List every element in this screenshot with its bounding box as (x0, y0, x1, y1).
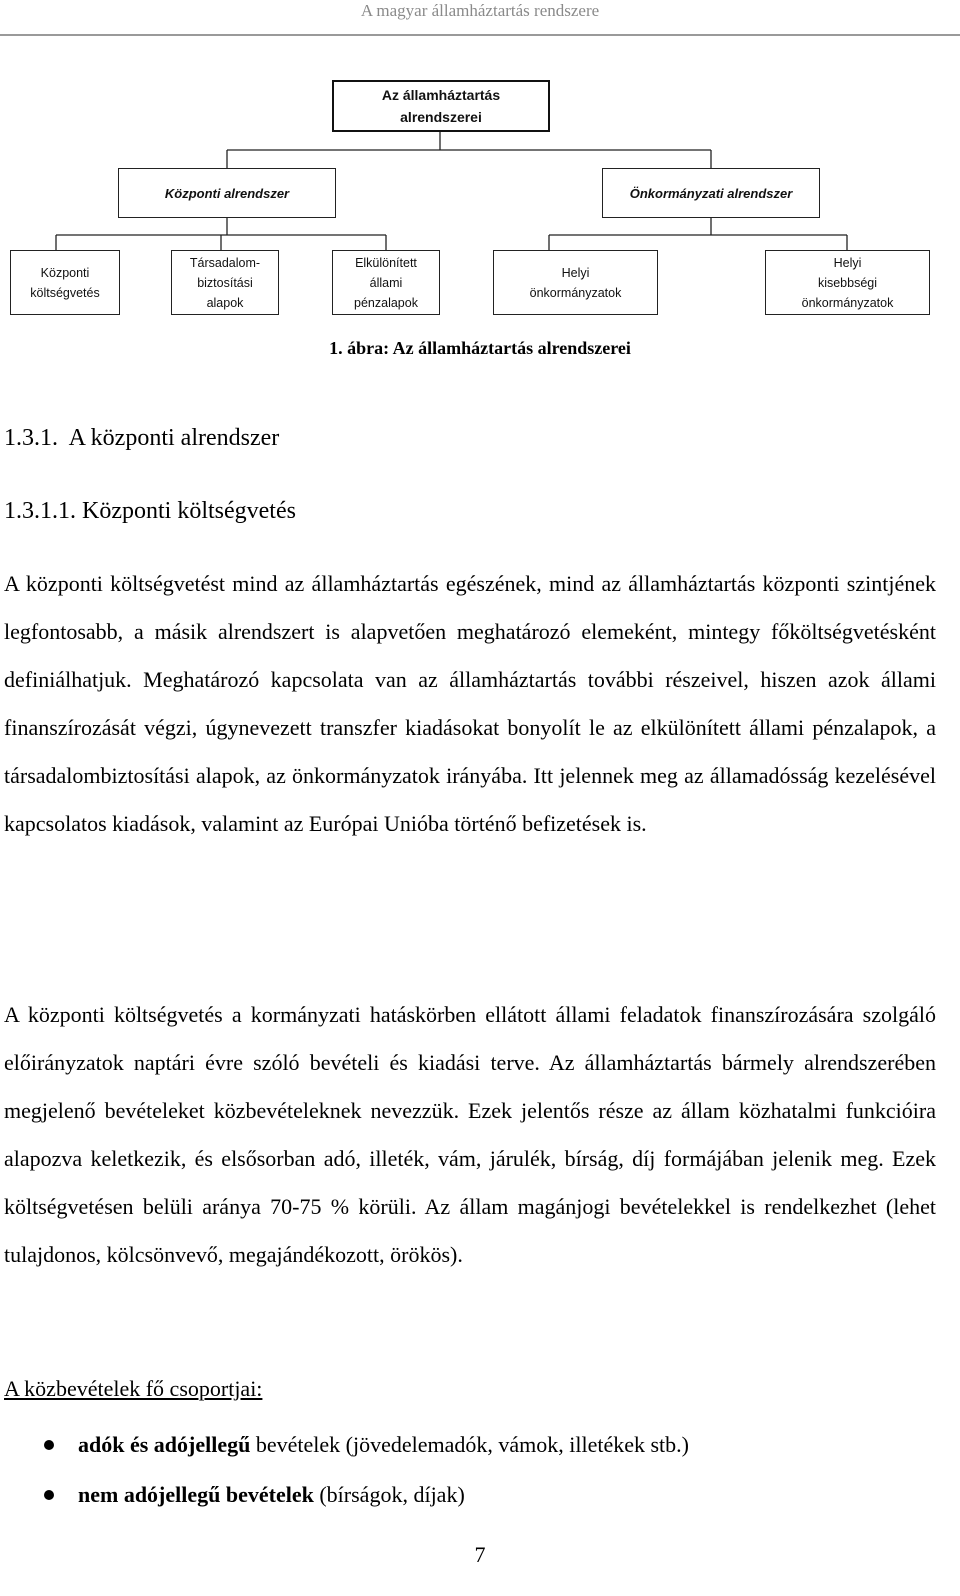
list-item-rest: (bírságok, díjak) (313, 1482, 465, 1507)
list-title: A közbevételek fő csoportjai: (4, 1376, 263, 1401)
bullet-icon (44, 1490, 54, 1500)
org-leaf-label: Elkülönített állami pénzalapok (354, 255, 418, 310)
list-item (0, 1472, 960, 1522)
org-local-box (602, 168, 820, 218)
org-local-label: Önkormányzati alrendszer (629, 185, 793, 201)
page-number: 7 (474, 1542, 486, 1567)
org-leaf-label: Társadalom- biztosítási alapok (189, 255, 261, 310)
org-leaf-minority-governments (765, 250, 930, 315)
bullet-icon (44, 1440, 54, 1450)
org-leaf-label: Helyi kisebbségi önkormányzatok (801, 255, 894, 310)
org-leaf-central-budget (10, 250, 120, 315)
org-root-label: Az államháztartás alrendszerei (381, 87, 501, 125)
bullet-list (0, 1422, 960, 1522)
list-item-text (78, 1422, 689, 1468)
paragraph-1: A központi költségvetést mind az államháztartás egészének, mind az államháztartás központi szintjének legfontosabb, a másik alrendszert is alapvetően meghatározó elemeként, mintegy főköltségvetésként definiálhatjuk. Meghatározó kapcsolata van az államháztartás további részeivel, hiszen azok állami finanszírozását végzi, úgynevezett transzfer kiadásokat bonyolít le az elkülönített állami pénzalapok, a társadalombiztosítási alapok, az önkormányzatok irányába. Itt jelennek meg az államadósság kezelésével kapcsolatos kiadások, valamint az Európai Unióba történő befizetések is. (4, 571, 936, 836)
org-leaf-label: Helyi önkormányzatok (529, 265, 622, 300)
org-central-label: Központi alrendszer (164, 185, 290, 201)
paragraph-2: A központi költségvetés a kormányzati hatáskörben ellátott állami feladatok finanszírozására szolgáló előirányzatok naptári évre szóló bevételi és kiadási terve. Az államháztartás bármely alrendszerében megjelenő bevételeket közbevételeknek nevezzük. Ezek jelentős része az állam közhatalmi funkcióira alapozva keletkezik, és elsősorban adó, illeték, vám, járulék, bírság, díj formájában jelenik meg. Ezek költségvetésen belüli aránya 70-75 % körüli. Az állam magánjogi bevételekkel is rendelkezhet (lehet tulajdonos, kölcsönvevő, megajándékozott, örökös). (4, 1002, 936, 1267)
org-leaf-separate-funds (332, 250, 440, 315)
running-header: A magyar államháztartás rendszere (360, 1, 600, 20)
list-item-bold: nem adójellegű bevételek (78, 1482, 314, 1507)
section-heading: 1.3.1. A központi alrendszer (4, 425, 280, 451)
list-item-rest: bevételek (jövedelemadók, vámok, illetékek stb.) (250, 1432, 689, 1457)
list-item (0, 1422, 960, 1472)
org-leaf-social-security (171, 250, 279, 315)
org-leaf-label: Központi költségvetés (30, 265, 100, 300)
subsection-heading: 1.3.1.1. Központi költségvetés (4, 498, 296, 524)
org-root-box (332, 80, 550, 132)
list-item-bold: adók és adójellegű (78, 1432, 251, 1457)
figure-caption: 1. ábra: Az államháztartás alrendszerei (329, 338, 631, 358)
org-central-box (118, 168, 336, 218)
org-leaf-local-governments (493, 250, 658, 315)
list-item-text (78, 1472, 465, 1518)
